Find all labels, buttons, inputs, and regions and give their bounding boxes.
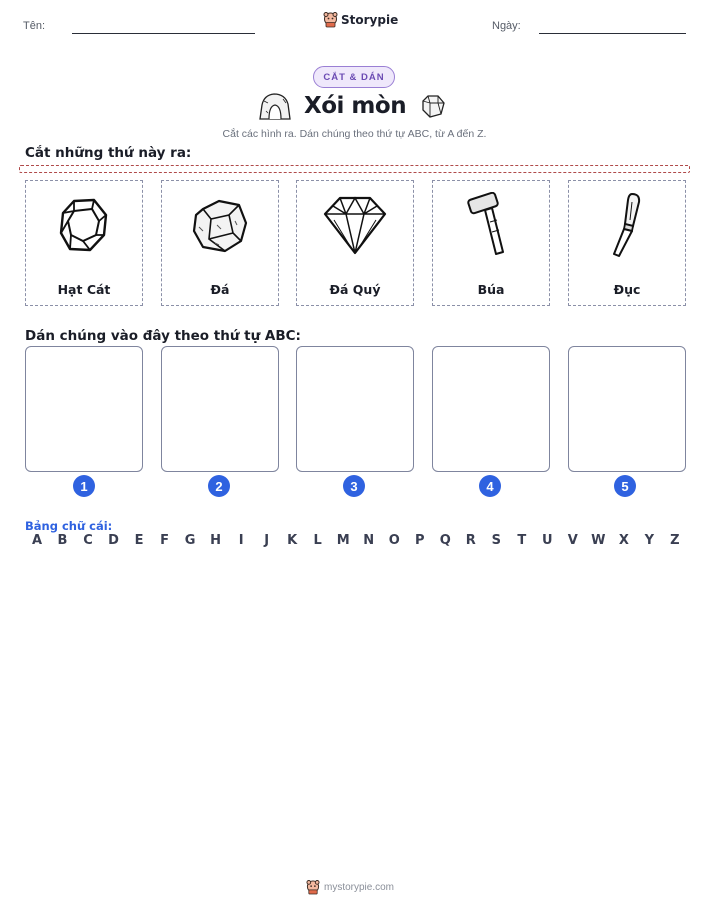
cut-line [19, 165, 690, 173]
alphabet-letter: R [465, 533, 476, 548]
storypie-mascot-icon [306, 880, 320, 895]
alphabet-letter: G [184, 533, 196, 548]
alphabet-letter: O [388, 533, 400, 548]
rock-icon [189, 195, 251, 255]
card-label: Đá [210, 282, 230, 297]
paste-box-1[interactable] [25, 346, 143, 472]
alphabet-letter: M [336, 533, 350, 548]
sand-grain-icon [56, 195, 112, 255]
card-label: Đá Quý [329, 282, 381, 297]
name-line [72, 33, 255, 34]
number-badge: 4 [479, 475, 501, 497]
gem-icon [322, 194, 388, 256]
page-title: Xói mòn [304, 93, 407, 119]
paste-box-5[interactable] [568, 346, 686, 472]
alphabet-letter: C [83, 533, 93, 548]
cut-card-rock[interactable] [161, 180, 279, 306]
gem-stone-icon [420, 93, 446, 119]
cut-card-sand[interactable] [25, 180, 143, 306]
card-label: Đục [613, 282, 641, 297]
cut-card-hammer[interactable] [432, 180, 550, 306]
alphabet-letter: A [31, 533, 43, 548]
alphabet-row [26, 533, 686, 548]
paste-box-4[interactable] [432, 346, 550, 472]
date-line [539, 33, 686, 34]
number-badge: 1 [73, 475, 95, 497]
hammer-icon [466, 192, 516, 258]
alphabet-letter: B [57, 533, 68, 548]
cut-card-chisel[interactable] [568, 180, 686, 306]
alphabet-letter: I [238, 533, 244, 548]
alphabet-letter: K [287, 533, 298, 548]
alphabet-letter: D [108, 533, 119, 548]
chisel-icon [605, 190, 649, 260]
cut-card-gem[interactable] [296, 180, 414, 306]
alphabet-letter: F [160, 533, 170, 548]
footer [306, 880, 394, 895]
alphabet-letter: L [313, 533, 322, 548]
alphabet-letter: V [567, 533, 578, 548]
alphabet-letter: U [542, 533, 553, 548]
alphabet-letter: X [618, 533, 629, 548]
instructions: Cắt các hình ra. Dán chúng theo thứ tự ABC, từ A đến Z. [222, 128, 487, 140]
alphabet-letter: P [414, 533, 425, 548]
paste-box-3[interactable] [296, 346, 414, 472]
alphabet-letter: S [491, 533, 501, 548]
alphabet-letter: J [264, 533, 270, 548]
alphabet-letter: Z [670, 533, 680, 548]
number-badge: 3 [343, 475, 365, 497]
activity-badge: CẮT & DÁN [313, 66, 395, 88]
paste-heading: Dán chúng vào đây theo thứ tự ABC: [25, 328, 301, 344]
alphabet-letter: N [363, 533, 375, 548]
alphabet-letter: E [134, 533, 144, 548]
paste-box-2[interactable] [161, 346, 279, 472]
alphabet-heading: Bảng chữ cái: [25, 519, 113, 533]
alphabet-letter: T [517, 533, 527, 548]
card-label: Hạt Cát [57, 282, 111, 297]
name-label: Tên: [23, 20, 46, 32]
alphabet-letter: H [210, 533, 222, 548]
cut-heading: Cắt những thứ này ra: [25, 145, 192, 161]
footer-site: mystorypie.com [324, 882, 395, 893]
date-label: Ngày: [492, 20, 521, 32]
alphabet-letter: Y [644, 533, 655, 548]
number-badge: 5 [614, 475, 636, 497]
alphabet-letter: Q [439, 533, 451, 548]
brand-logo [323, 12, 398, 28]
brand-name: Storypie [341, 13, 399, 27]
cave-rock-icon [258, 91, 292, 121]
alphabet-letter: W [591, 533, 606, 548]
card-label: Búa [477, 282, 505, 297]
storypie-mascot-icon [323, 12, 338, 28]
number-badge: 2 [208, 475, 230, 497]
